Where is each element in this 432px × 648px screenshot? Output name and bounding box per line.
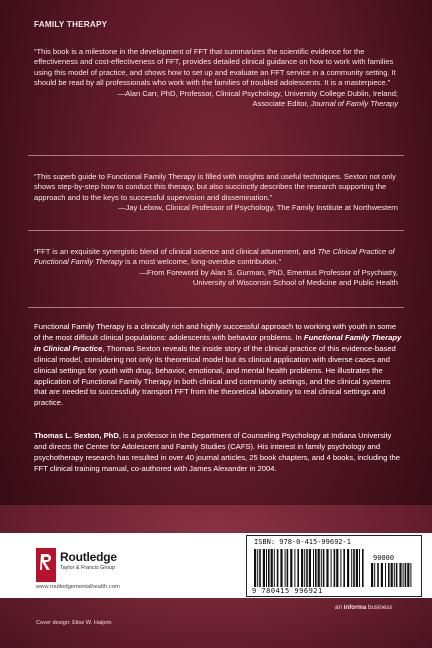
book-description — [34, 322, 404, 409]
quote-text-suffix: is a most welcome, long-overdue contribution.” — [122, 257, 282, 267]
isbn-number: ISBN: 978-0-415-99692-1 — [254, 538, 351, 546]
divider — [28, 307, 404, 308]
informa-suffix: business — [366, 604, 393, 611]
author-name: Thomas L. Sexton, PhD — [34, 431, 119, 440]
endorsement-quote-1 — [34, 47, 398, 109]
price-barcode-icon — [371, 563, 415, 587]
quote-text: “This book is a milestone in the development of FFT that summarizes the scientific evidence for the effectiveness and cost-effectiveness of FFT, provides detailed clinical guidance on how to work with families using this model of practice, and shows how to set up and evaluate an FFT service in a community setting. It should be read by all professionals who work with the families of troubled adolescents. It is a masterpiece.” — [34, 47, 396, 88]
quote-text — [34, 247, 398, 268]
quote-attribution-line2: University of Wisconsin School of Medicine and Public Health — [192, 278, 398, 288]
barcode-icon — [254, 549, 366, 587]
author-bio-text: , is a professor in the Department of Counseling Psychology at Indiana University and directs the Center for Adolescent and Family Studies (CAFS). His interest in family psychology and psychotherapy research has resulted in over 40 journal articles, 25 book chapters, and 4 books, including the FFT clinical training manual, co-authored with James Alexander in 2004. — [34, 431, 400, 473]
endorsement-quote-3 — [34, 247, 398, 289]
description-part2: , Thomas Sexton reveals the inside story of the clinical practice of this evidence-based clinical model, considering not only its theoretical model but its clinical application with diverse cases and clinical settings for youth with drug, behavior, emotional, and mental health problems. He illustrates the application of Functional Family Therapy in both clinical and community settings, and the clinical systems that are needed to successfully transport FFT from the theoretical laboratory to real clinical settings and practice. — [34, 343, 396, 408]
informa-wordmark: informa — [343, 604, 367, 611]
divider — [28, 155, 404, 156]
endorsement-quote-2 — [34, 172, 398, 214]
publisher-name: Routledge — [60, 550, 117, 564]
quote-attribution: —From Foreword by Alan S. Gurman, PhD, Emeritus Professor of Psychiatry, — [139, 267, 398, 277]
book-title: Functional Family Therapy in Clinical Practice — [34, 332, 402, 353]
price-code: 90000 — [373, 554, 395, 562]
divider — [28, 230, 404, 231]
publisher-url: www.routledgementalhealth.com — [36, 584, 120, 590]
cover-design-credit: Cover design: Elise W. Halprin — [36, 620, 112, 626]
quote-attribution-line2 — [34, 99, 398, 109]
routledge-logo-icon — [36, 548, 56, 582]
quote-text: “This superb guide to Functional Family Therapy is filled with insights and useful techniques. Sexton not only shows step-by-step how to conduct this therapy, but also succinctly describes the research supporting the approach and to the keys to successful supervision and dissemination.” — [34, 172, 396, 202]
quote-attribution: —Jay Lebow, Clinical Professor of Psychology, The Family Institute at Northwestern — [118, 203, 398, 213]
quote-attribution: —Alan Carr, PhD, Professor, Clinical Psychology, University College Dublin, Ireland; — [117, 88, 398, 98]
description-part1: Functional Family Therapy is a clinically rich and highly successful approach to working with youth in some of the most difficult clinical populations: adolescents with behavior problems. In — [34, 322, 397, 342]
barcode-digits: 9 780415 996921 — [252, 587, 323, 595]
quote-text-prefix: “FFT is an exquisite synergistic blend of clinical science and clinical attunement, and — [34, 247, 318, 256]
attribution-role: Associate Editor, — [252, 99, 311, 109]
informa-prefix: an — [335, 604, 344, 611]
journal-title: Journal of Family Therapy — [310, 99, 398, 109]
publisher-subtitle: Taylor & Francis Group — [60, 565, 116, 571]
category-label: FAMILY THERAPY — [34, 20, 108, 29]
book-title-italic: The Clinical Practice of Functional Family Therapy — [34, 247, 395, 267]
informa-business — [335, 604, 392, 611]
author-bio — [34, 431, 404, 475]
